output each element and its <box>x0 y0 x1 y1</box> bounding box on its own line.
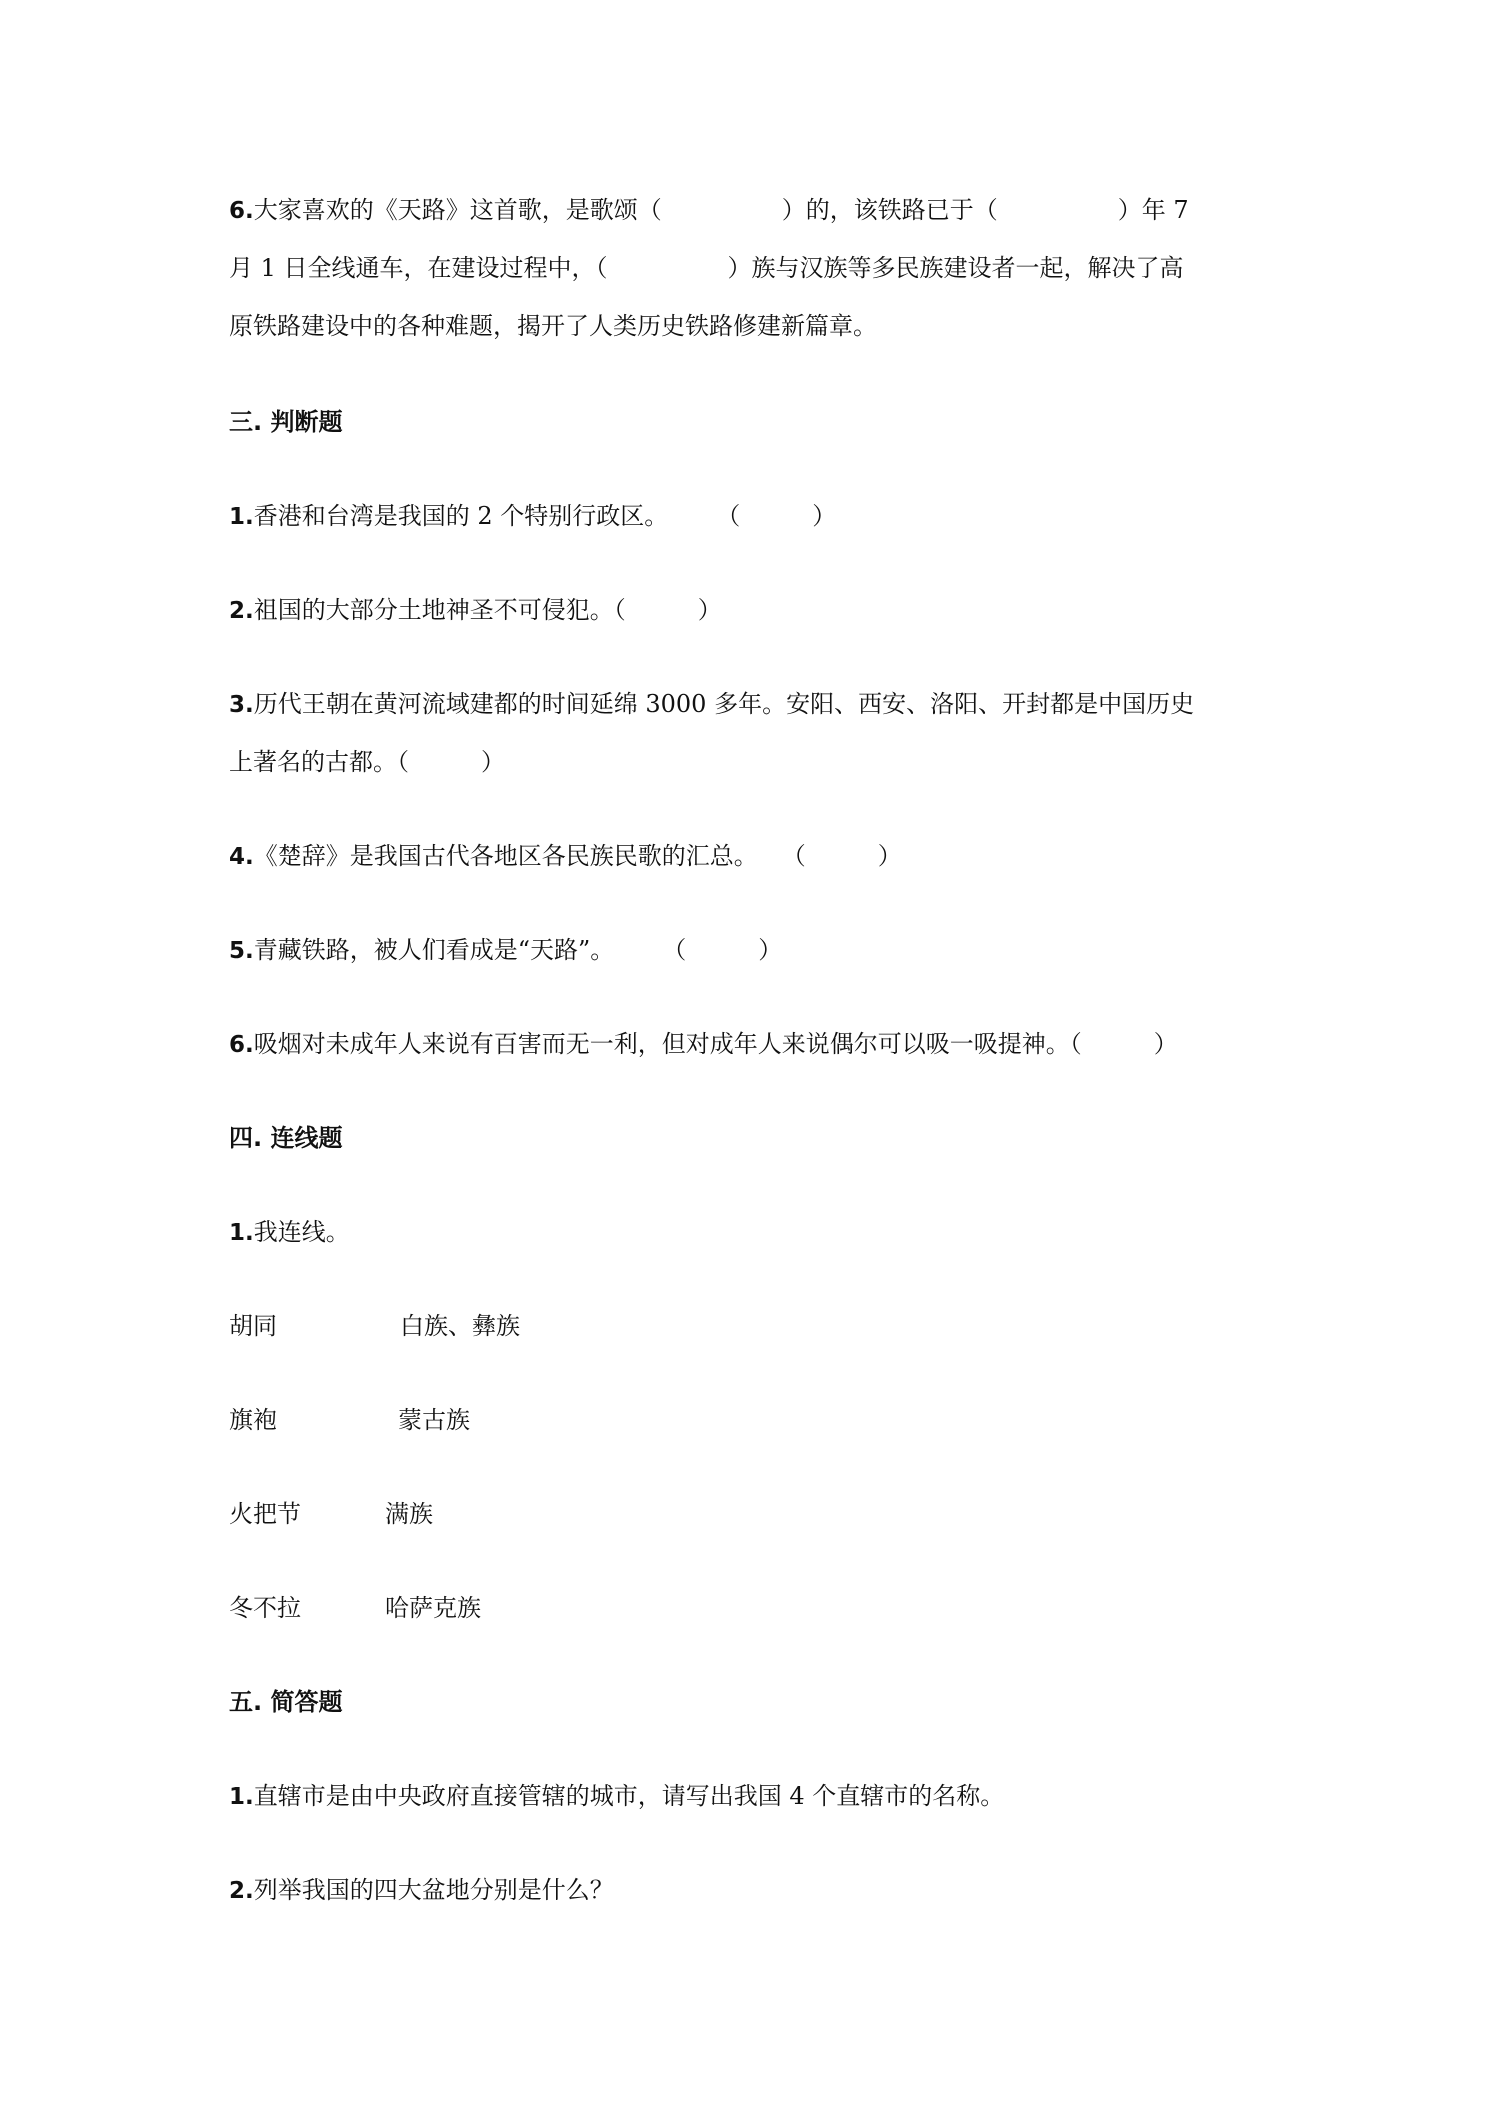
question-number: 4. <box>229 844 254 870</box>
question-number: 6. <box>229 1032 254 1058</box>
question-6-line-2: 月 1 日全线通车，在建设过程中，（ ）族与汉族等多民族建设者一起，解决了高 <box>229 254 1184 282</box>
judgement-item-1 <box>229 500 836 533</box>
short-answer-item-2 <box>229 1874 614 1907</box>
section-heading-judgement: 三. 判断题 <box>229 408 343 436</box>
match-left-item-3: 火把节 <box>229 1500 301 1528</box>
question-number: 1. <box>229 1220 254 1246</box>
match-left-item-1: 胡同 <box>229 1312 277 1340</box>
match-left-item-4: 冬不拉 <box>229 1594 301 1622</box>
question-text: 吸烟对未成年人来说有百害而无一利，但对成年人来说偶尔可以吸一吸提神。（ ） <box>253 1030 1178 1058</box>
judgement-item-5 <box>229 934 782 967</box>
short-answer-item-1 <box>229 1780 1004 1813</box>
question-6-line-1 <box>229 194 1189 227</box>
judgement-item-2 <box>229 594 722 627</box>
question-number: 3. <box>229 692 254 718</box>
judgement-item-3-line-2: 上著名的古都。（ ） <box>229 748 505 776</box>
match-right-item-3: 满族 <box>385 1500 433 1528</box>
question-number: 5. <box>229 938 254 964</box>
question-number: 1. <box>229 504 254 530</box>
question-6-line-3: 原铁路建设中的各种难题，揭开了人类历史铁路修建新篇章。 <box>229 312 877 340</box>
question-text: 香港和台湾是我国的 2 个特别行政区。 （ ） <box>253 502 837 530</box>
section-heading-matching: 四. 连线题 <box>229 1124 343 1152</box>
match-right-item-2: 蒙古族 <box>398 1406 470 1434</box>
match-left-item-2: 旗袍 <box>229 1406 277 1434</box>
question-text: 《楚辞》是我国古代各地区各民族民歌的汇总。 （ ） <box>253 842 902 870</box>
judgement-item-6 <box>229 1028 1178 1061</box>
question-text: 大家喜欢的《天路》这首歌，是歌颂（ ）的，该铁路已于（ ）年 7 <box>253 196 1189 224</box>
judgement-item-3 <box>229 688 1194 721</box>
question-text: 历代王朝在黄河流域建都的时间延绵 3000 多年。安阳、西安、洛阳、开封都是中国历史 <box>253 690 1195 718</box>
match-right-item-4: 哈萨克族 <box>385 1594 481 1622</box>
judgement-item-4 <box>229 840 902 873</box>
question-number: 1. <box>229 1784 254 1810</box>
question-number: 6. <box>229 198 254 224</box>
question-text: 列举我国的四大盆地分别是什么？ <box>253 1876 614 1904</box>
matching-question-1 <box>229 1216 350 1249</box>
question-number: 2. <box>229 598 254 624</box>
question-text: 我连线。 <box>253 1218 350 1246</box>
question-text: 青藏铁路，被人们看成是“天路”。 （ ） <box>253 936 783 964</box>
question-number: 2. <box>229 1878 254 1904</box>
question-text: 直辖市是由中央政府直接管辖的城市，请写出我国 4 个直辖市的名称。 <box>253 1782 1005 1810</box>
question-text: 祖国的大部分土地神圣不可侵犯。（ ） <box>253 596 722 624</box>
section-heading-short-answer: 五. 简答题 <box>229 1688 343 1716</box>
match-right-item-1: 白族、彝族 <box>400 1312 520 1340</box>
